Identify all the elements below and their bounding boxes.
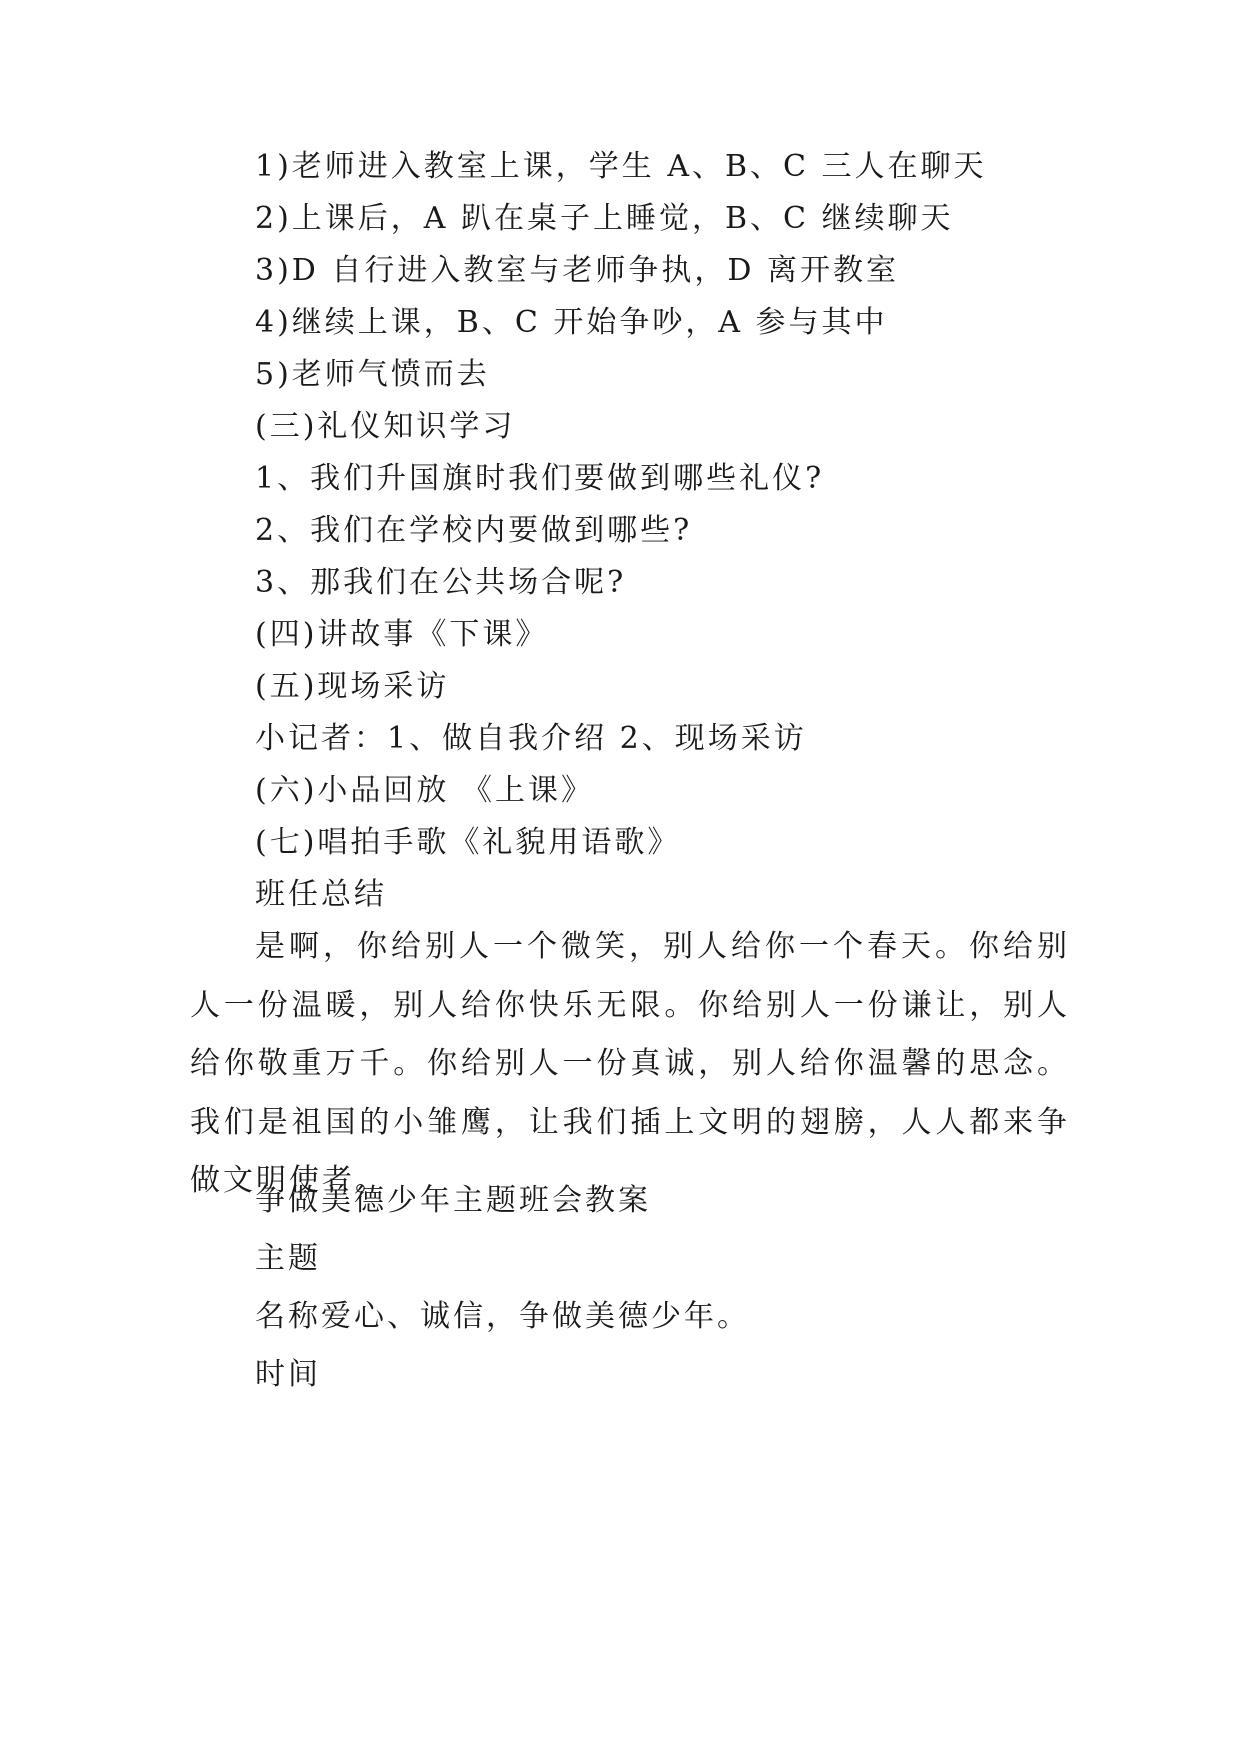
- section-heading-story: (四)讲故事《下课》: [255, 617, 549, 652]
- section-heading-interview: (五)现场采访: [255, 669, 450, 704]
- script-step-3: 3)D 自行进入教室与老师争执，D 离开教室: [255, 253, 899, 288]
- time-label: 时间: [255, 1357, 321, 1392]
- question-1: 1、我们升国旗时我们要做到哪些礼仪?: [255, 461, 825, 496]
- summary-paragraph: 是啊，你给别人一个微笑，别人给你一个春天。你给别人一份温暖，别人给你快乐无限。你给别人一份谦让，别人给你敬重万千。你给别人一份真诚，别人给你温馨的思念。我们是祖国的小雏鹰，让我们插上文明的翅膀，人人都来争做文明使者。: [190, 929, 1070, 1198]
- section-heading-song: (七)唱拍手歌《礼貌用语歌》: [255, 825, 681, 860]
- section-heading-etiquette: (三)礼仪知识学习: [255, 409, 516, 444]
- script-step-1: 1)老师进入教室上课，学生 A、B、C 三人在聊天: [255, 149, 987, 184]
- plan-title: 争做美德少年主题班会教案: [255, 1183, 651, 1218]
- script-step-2: 2)上课后，A 趴在桌子上睡觉，B、C 继续聊天: [255, 201, 954, 236]
- theme-label: 主题: [255, 1241, 321, 1276]
- reporter-line: 小记者：1、做自我介绍 2、现场采访: [255, 721, 807, 756]
- script-step-4: 4)继续上课，B、C 开始争吵，A 参与其中: [255, 305, 888, 340]
- summary-heading: 班任总结: [255, 877, 387, 912]
- section-heading-skit: (六)小品回放 《上课》: [255, 773, 594, 808]
- question-3: 3、那我们在公共场合呢?: [255, 565, 627, 600]
- question-2: 2、我们在学校内要做到哪些?: [255, 513, 693, 548]
- script-step-5: 5)老师气愤而去: [255, 357, 490, 392]
- theme-name: 名称爱心、诚信，争做美德少年。: [255, 1299, 750, 1334]
